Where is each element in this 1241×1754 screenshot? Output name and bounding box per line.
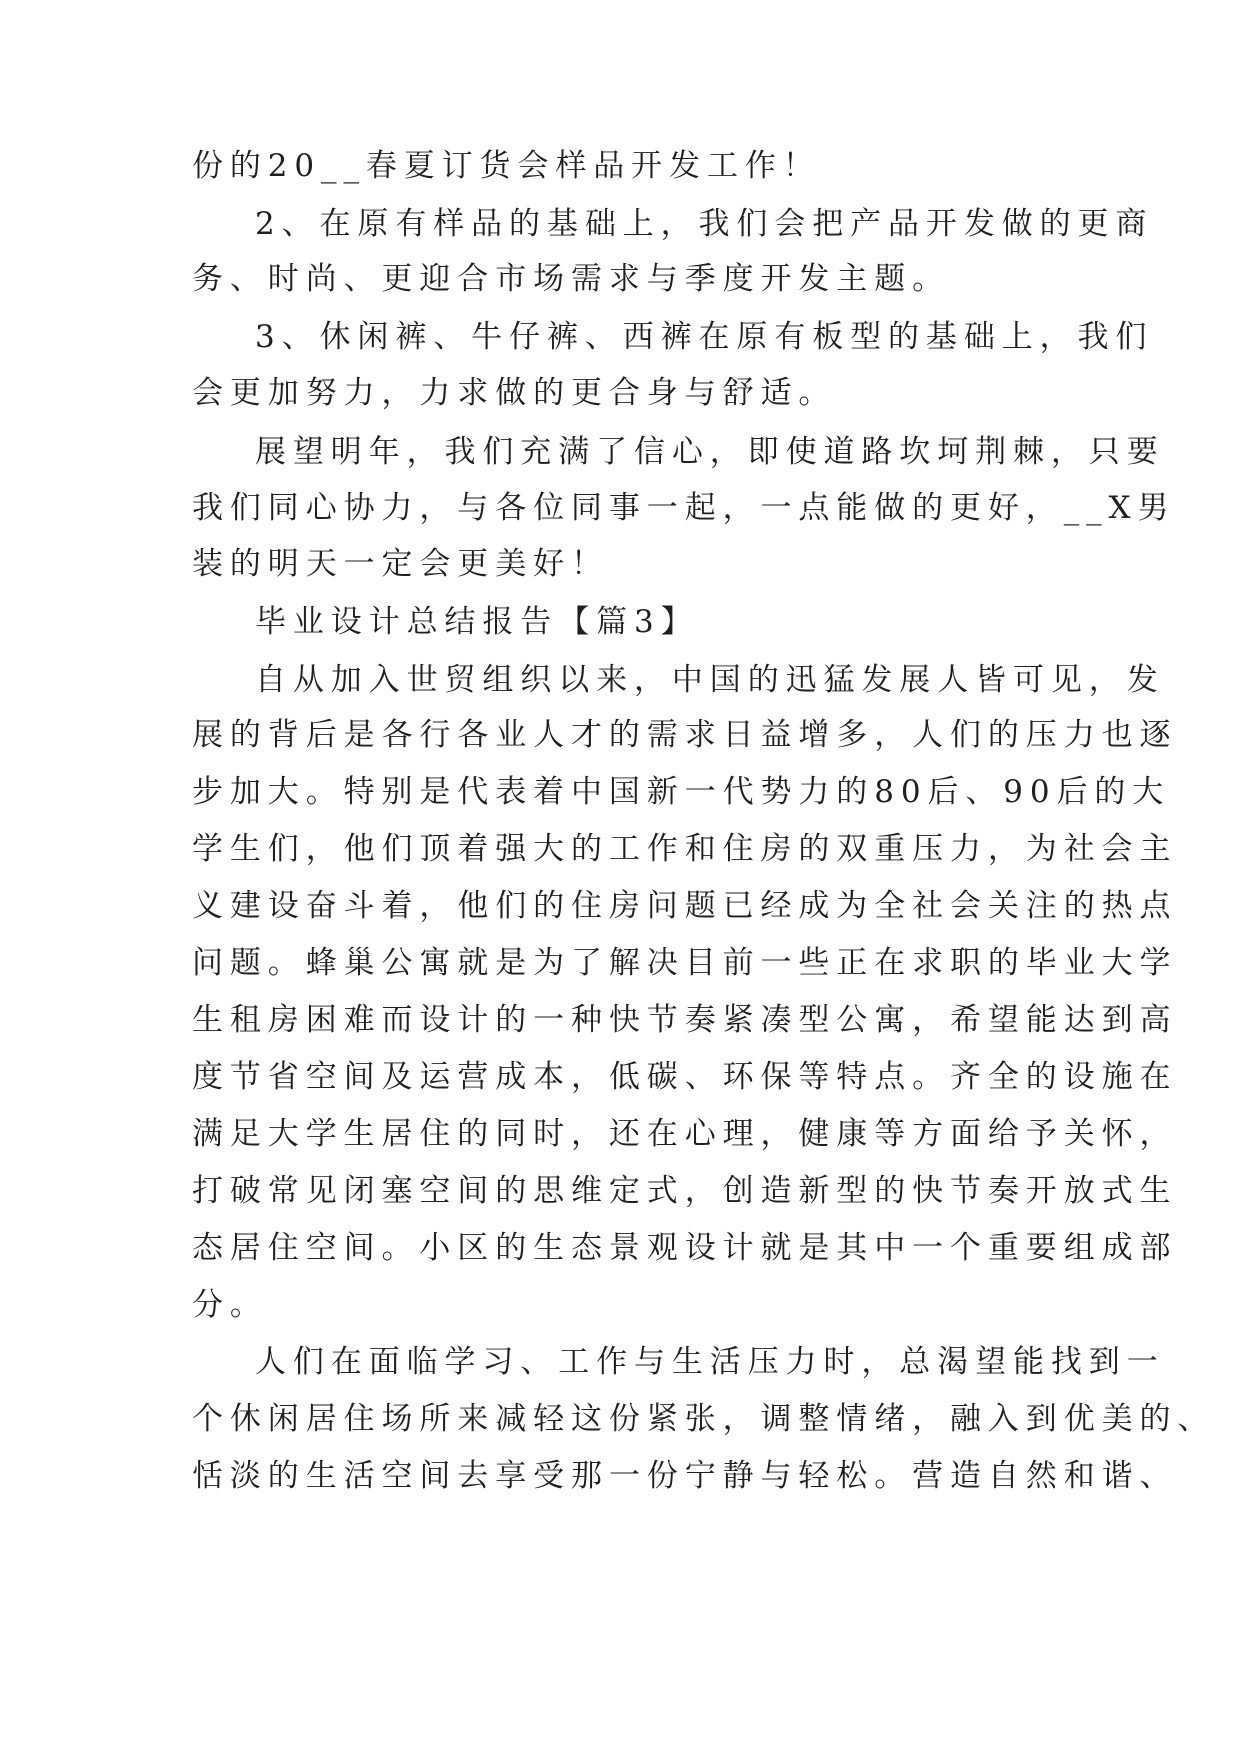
text-line: 恬淡的生活空间去享受那一份宁静与轻松。营造自然和谐、 xyxy=(192,1458,1178,1494)
text-line: 度节省空间及运营成本，低碳、环保等特点。齐全的设施在 xyxy=(192,1059,1178,1095)
text-line: 分。 xyxy=(192,1287,268,1323)
text-line: 我们同心协力，与各位同事一起，一点能做的更好，__X男 xyxy=(192,490,1176,526)
text-line: 满足大学生居住的同时，还在心理，健康等方面给予关怀， xyxy=(192,1116,1178,1152)
text-line: 3、休闲裤、牛仔裤、西裤在原有板型的基础上，我们 xyxy=(255,319,1154,355)
text-line: 会更加努力，力求做的更合身与舒适。 xyxy=(192,375,837,411)
section-heading: 毕业设计总结报告【篇3】 xyxy=(255,604,699,640)
text-line: 打破常见闭塞空间的思维定式，创造新型的快节奏开放式生 xyxy=(192,1173,1178,1209)
text-line: 装的明天一定会更美好！ xyxy=(192,546,609,582)
text-line: 展望明年，我们充满了信心，即使道路坎坷荆棘，只要 xyxy=(255,434,1165,470)
text-line: 步加大。特别是代表着中国新一代势力的80后、90后的大 xyxy=(192,774,1171,810)
text-line: 自从加入世贸组织以来，中国的迅猛发展人皆可见，发 xyxy=(255,662,1165,698)
text-line: 态居住空间。小区的生态景观设计就是其中一个重要组成部 xyxy=(192,1230,1178,1266)
text-line: 学生们，他们顶着强大的工作和住房的双重压力，为社会主 xyxy=(192,831,1178,867)
text-line: 问题。蜂巢公寓就是为了解决目前一些正在求职的毕业大学 xyxy=(192,945,1178,981)
text-line: 展的背后是各行各业人才的需求日益增多，人们的压力也逐 xyxy=(192,717,1178,753)
text-line: 务、时尚、更迎合市场需求与季度开发主题。 xyxy=(192,261,950,297)
text-line: 2、在原有样品的基础上，我们会把产品开发做的更商 xyxy=(255,206,1154,242)
text-line: 人们在面临学习、工作与生活压力时，总渴望能找到一 xyxy=(255,1344,1165,1380)
text-line: 义建设奋斗着，他们的住房问题已经成为全社会关注的热点 xyxy=(192,888,1178,924)
text-line: 个休闲居住场所来减轻这份紧张，调整情绪，融入到优美的、 xyxy=(192,1401,1216,1437)
text-line: 份的20__春夏订货会样品开发工作！ xyxy=(192,148,821,184)
text-line: 生租房困难而设计的一种快节奏紧凑型公寓，希望能达到高 xyxy=(192,1002,1178,1038)
